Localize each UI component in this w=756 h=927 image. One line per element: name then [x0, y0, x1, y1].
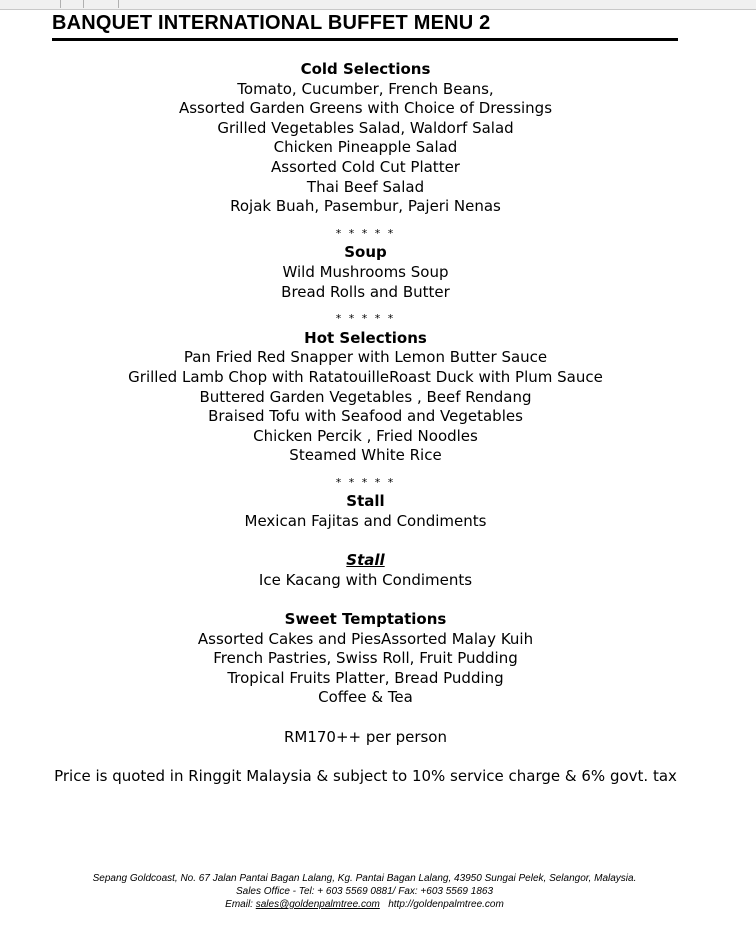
menu-item: Assorted Cold Cut Platter: [271, 157, 460, 176]
menu-body: [0, 60, 731, 786]
footer: [0, 872, 729, 911]
menu-item: Wild Mushrooms Soup: [282, 262, 449, 281]
toolbar-tab: [118, 0, 719, 8]
email-link[interactable]: sales@goldenpalmtree.com: [255, 899, 380, 910]
menu-item: Buttered Garden Vegetables , Beef Rendang: [199, 387, 532, 406]
email-label: Email:: [225, 899, 253, 910]
menu-item: Assorted Cakes and PiesAssorted Malay Kuih: [197, 629, 534, 648]
menu-item: Chicken Percik , Fried Noodles: [253, 426, 478, 445]
menu-item: Rojak Buah, Pasembur, Pajeri Nenas: [230, 197, 501, 216]
menu-item: Thai Beef Salad: [306, 177, 425, 196]
section-heading-sweet: Sweet Temptations: [284, 610, 447, 629]
section-separator: * * * * *: [335, 226, 396, 240]
section-heading-cold: Cold Selections: [300, 60, 431, 78]
menu-item: Ice Kacang with Condiments: [258, 570, 473, 589]
menu-item: Steamed White Rice: [289, 446, 442, 465]
menu-item: Braised Tofu with Seafood and Vegetables: [208, 407, 523, 426]
menu-item: Grilled Vegetables Salad, Waldorf Salad: [217, 118, 514, 137]
section-heading-stall: Stall: [346, 492, 385, 511]
section-heading-hot: Hot Selections: [304, 328, 427, 347]
section-heading-stall-2: Stall: [346, 551, 385, 570]
footer-address: Sepang Goldcoast, No. 67 Jalan Pantai Bagan Lalang, Kg. Pantai Bagan Lalang, 43950 Sungai Pelek, Selangor, Malaysia.: [92, 873, 637, 884]
menu-item: Assorted Garden Greens with Choice of Dressings: [178, 99, 553, 118]
menu-item: Pan Fried Red Snapper with Lemon Butter Sauce: [183, 348, 548, 367]
section-heading-soup: Soup: [344, 243, 387, 262]
footer-contact: [0, 898, 729, 911]
menu-item: Tropical Fruits Platter, Bread Pudding: [227, 668, 504, 687]
menu-item: Bread Rolls and Butter: [281, 282, 450, 301]
menu-item: French Pastries, Swiss Roll, Fruit Pudding: [213, 649, 518, 668]
menu-item: Chicken Pineapple Salad: [273, 138, 458, 157]
menu-item: Tomato, Cucumber, French Beans,: [237, 79, 494, 98]
section-separator: * * * * *: [335, 312, 396, 326]
price: RM170++ per person: [283, 727, 447, 746]
menu-item: Coffee & Tea: [318, 688, 413, 707]
price-note: Price is quoted in Ringgit Malaysia & subject to 10% service charge & 6% govt. tax: [54, 766, 677, 785]
toolbar-tab: [60, 0, 84, 8]
section-separator: * * * * *: [335, 475, 396, 489]
website-link[interactable]: http://goldenpalmtree.com: [388, 899, 504, 910]
window-top-strip: [0, 0, 756, 10]
menu-item: Grilled Lamb Chop with RatatouilleRoast Duck with Plum Sauce: [128, 367, 603, 386]
page-title: BANQUET INTERNATIONAL BUFFET MENU 2: [52, 10, 678, 41]
footer-phone: Sales Office - Tel: + 603 5569 0881/ Fax: +603 5569 1863: [235, 886, 494, 897]
menu-item: Mexican Fajitas and Condiments: [244, 512, 487, 531]
